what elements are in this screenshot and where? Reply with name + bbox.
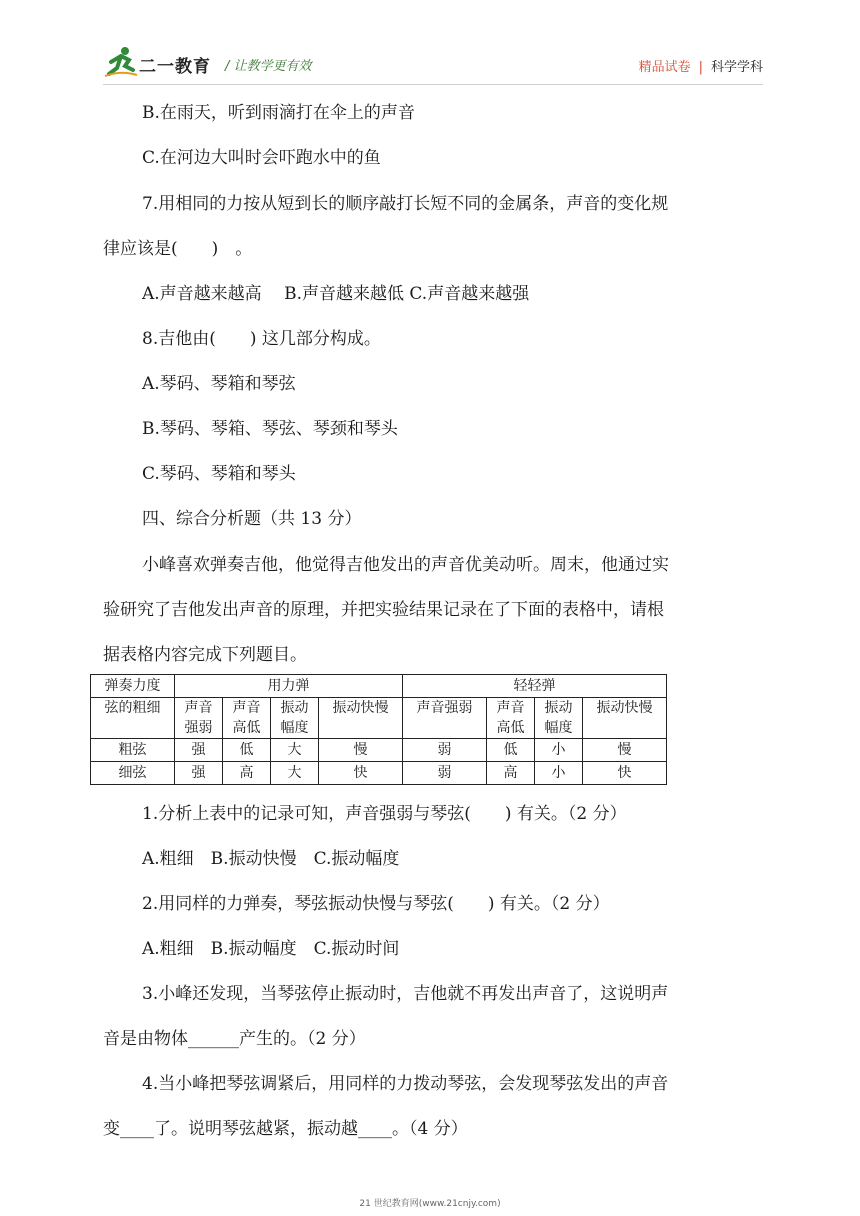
- page-header: [103, 46, 763, 86]
- row-label: 细弦: [91, 762, 175, 785]
- table-cell: 强: [175, 739, 223, 762]
- table-cell: 低: [223, 739, 271, 762]
- table-cell: 小: [535, 739, 583, 762]
- sub-header-strong-pitch: 声音 高低: [223, 698, 271, 739]
- sub-question-3-line2: 音是由物体______产生的。（2 分）: [103, 1029, 366, 1049]
- header-divider: [103, 84, 763, 85]
- sub-question-2-options: A.粗细 B.振动幅度 C.振动时间: [142, 939, 400, 959]
- logo: [103, 46, 233, 82]
- sub-header-light-speed: 振动快慢: [583, 698, 667, 739]
- table-cell: 高: [223, 762, 271, 785]
- page-footer: 21 世纪教育网(www.21cnjy.com): [359, 1199, 501, 1209]
- experiment-table: [90, 674, 667, 785]
- sub-header-light-pitch: 声音 高低: [487, 698, 535, 739]
- sub-header-strong-loudness: 声音 强弱: [175, 698, 223, 739]
- header-right: [639, 56, 763, 75]
- section4-title: 四、综合分析题（共 13 分）: [142, 509, 362, 529]
- table-cell: 弱: [403, 739, 487, 762]
- quality-tag: 精品试卷: [638, 60, 691, 75]
- q8-option-c: C.琴码、琴箱和琴头: [142, 464, 296, 484]
- table-cell: 高: [487, 762, 535, 785]
- table-row: [91, 762, 667, 785]
- table-cell: 慢: [583, 739, 667, 762]
- runner-logo-icon: [103, 46, 139, 78]
- section4-intro-line3: 据表格内容完成下列题目。: [103, 645, 307, 665]
- table-cell: 快: [319, 762, 403, 785]
- table-cell: 大: [271, 739, 319, 762]
- sub-question-3-line1: 3.小峰还发现，当琴弦停止振动时，吉他就不再发出声音了，这说明声: [142, 984, 669, 1004]
- section4-intro-line2: 验研究了吉他发出声音的原理，并把实验结果记录在了下面的表格中，请根: [103, 600, 664, 620]
- section4-intro-line1: 小峰喜欢弹奏吉他，他觉得吉他发出的声音优美动听。周末，他通过实: [142, 555, 669, 575]
- table-cell: 强: [175, 762, 223, 785]
- sub-header-light-loudness: 声音强弱: [403, 698, 487, 739]
- header-thickness: 弦的粗细: [91, 698, 175, 739]
- header-force: 弹奏力度: [91, 675, 175, 698]
- sub-question-1-stem: 1.分析上表中的记录可知，声音强弱与琴弦( ) 有关。（2 分）: [142, 804, 627, 824]
- q8-option-b: B.琴码、琴箱、琴弦、琴颈和琴头: [142, 419, 398, 439]
- q8-stem: 8.吉他由( ) 这几部分构成。: [142, 329, 381, 349]
- q6-option-b: B.在雨天，听到雨滴打在伞上的声音: [142, 103, 415, 123]
- q8-option-a: A.琴码、琴箱和琴弦: [142, 374, 296, 394]
- subject-label: 科学学科: [710, 60, 763, 75]
- table-cell: 小: [535, 762, 583, 785]
- sub-question-4-line1: 4.当小峰把琴弦调紧后，用同样的力拨动琴弦，会发现琴弦发出的声音: [142, 1074, 669, 1094]
- q7-options: A.声音越来越高 B.声音越来越低 C.声音越来越强: [142, 284, 530, 304]
- logo-text: 二一教育: [139, 57, 211, 77]
- table-row: [91, 739, 667, 762]
- row-label: 粗弦: [91, 739, 175, 762]
- table-cell: 大: [271, 762, 319, 785]
- q7-stem-line2: 律应该是( ) 。: [103, 239, 253, 259]
- table-cell: 弱: [403, 762, 487, 785]
- sub-header-strong-speed: 振动快慢: [319, 698, 403, 739]
- header-separator: |: [698, 60, 703, 75]
- table-cell: 低: [487, 739, 535, 762]
- sub-question-4-line2: 变____了。说明琴弦越紧，振动越____。（4 分）: [103, 1119, 468, 1139]
- q6-option-c: C.在河边大叫时会吓跑水中的鱼: [142, 148, 381, 168]
- q7-stem-line1: 7.用相同的力按从短到长的顺序敲打长短不同的金属条，声音的变化规: [142, 194, 669, 214]
- sub-header-strong-amplitude: 振动 幅度: [271, 698, 319, 739]
- table-cell: 快: [583, 762, 667, 785]
- sub-question-2-stem: 2.用同样的力弹奏，琴弦振动快慢与琴弦( ) 有关。（2 分）: [142, 894, 610, 914]
- sub-question-1-options: A.粗细 B.振动快慢 C.振动幅度: [142, 849, 400, 869]
- header-strong-pluck: 用力弹: [175, 675, 403, 698]
- table-cell: 慢: [319, 739, 403, 762]
- slogan: / 让教学更有效: [225, 59, 312, 74]
- sub-header-light-amplitude: 振动 幅度: [535, 698, 583, 739]
- header-light-pluck: 轻轻弹: [403, 675, 667, 698]
